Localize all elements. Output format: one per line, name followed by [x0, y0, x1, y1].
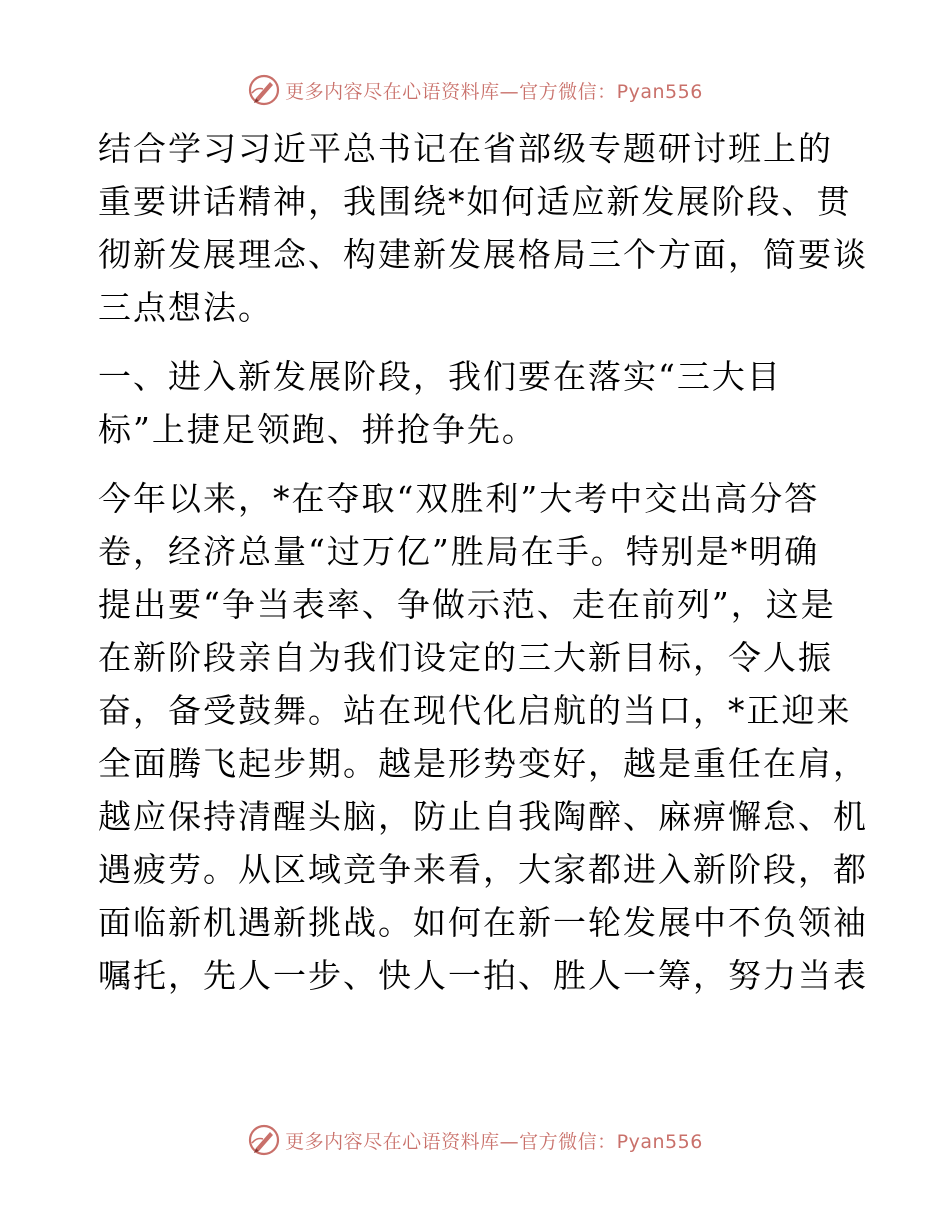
- header-watermark: [0, 70, 950, 110]
- watermark-text: 更多内容尽在心语资料库—官方微信：Pyan556: [285, 1130, 703, 1153]
- text-line: 奋，备受鼓舞。站在现代化启航的当口，*正迎来: [98, 691, 852, 730]
- watermark-text: 更多内容尽在心语资料库—官方微信：Pyan556: [285, 80, 703, 103]
- paragraph-body: [98, 472, 868, 1002]
- pen-logo-icon: [247, 1123, 281, 1157]
- text-line: 卷，经济总量“过万亿”胜局在手。特别是*明确: [98, 532, 820, 571]
- text-line: 今年以来，*在夺取“双胜利”大考中交出高分答: [98, 479, 820, 518]
- text-line: 在新阶段亲自为我们设定的三大新目标，令人振: [98, 638, 833, 677]
- section-heading-1: [98, 350, 858, 456]
- text-line: 全面腾飞起步期。越是形势变好，越是重任在肩，: [98, 744, 868, 783]
- pen-logo-icon: [247, 73, 281, 107]
- text-line: 嘱托，先人一步、快人一拍、胜人一筹，努力当表: [98, 956, 868, 995]
- text-line: 重要讲话精神，我围绕*如何适应新发展阶段、贯: [98, 182, 852, 221]
- text-line: 标”上捷足领跑、拼抢争先。: [98, 410, 537, 449]
- text-line: 一、进入新发展阶段，我们要在落实“三大目: [98, 357, 782, 396]
- text-line: 提出要“争当表率、争做示范、走在前列”，这是: [98, 585, 836, 624]
- text-line: 三点想法。: [98, 288, 273, 327]
- text-line: 遇疲劳。从区域竞争来看，大家都进入新阶段，都: [98, 850, 868, 889]
- document-body: [98, 122, 868, 1018]
- text-line: 面临新机遇新挑战。如何在新一轮发展中不负领袖: [98, 903, 868, 942]
- text-line: 结合学习习近平总书记在省部级专题研讨班上的: [98, 129, 833, 168]
- text-line: 越应保持清醒头脑，防止自我陶醉、麻痹懈怠、机: [98, 797, 868, 836]
- text-line: 彻新发展理念、构建新发展格局三个方面，简要谈: [98, 235, 868, 274]
- footer-watermark: [0, 1120, 950, 1160]
- paragraph-intro: [98, 122, 868, 334]
